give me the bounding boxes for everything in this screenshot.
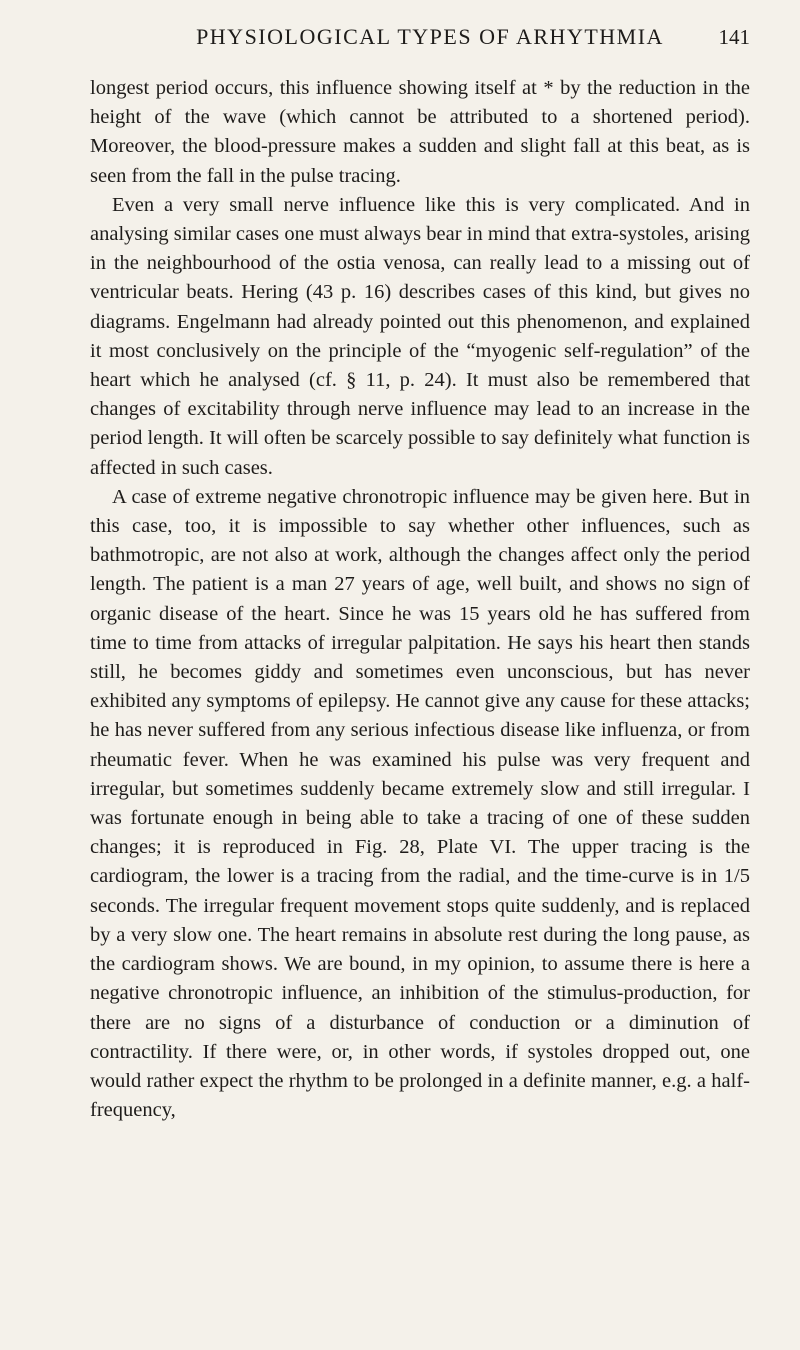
page-number: 141 bbox=[718, 25, 750, 49]
body-text bbox=[90, 74, 750, 1125]
running-head bbox=[90, 24, 750, 64]
running-title: PHYSIOLOGICAL TYPES OF ARHYTHMIA bbox=[196, 24, 664, 49]
paragraph-case-report: A case of extreme negative chronotropic influence may be given here. But in this case, too, it is impossible to say whether other influences, such as bathmotropic, are not also at work, although the changes affect only the period length. The patient is a man 27 years of age, well built, and shows no sign of organic disease of the heart. Since he was 15 years old he has suffered from time to time from attacks of irregular palpitation. He says his heart then stands still, he becomes giddy and sometimes even unconscious, but has never exhibited any symptoms of epilepsy. He cannot give any cause for these attacks; he has never suffered from any serious infectious disease like influenza, or from rheumatic fever. When he was examined his pulse was very frequent and irregular, but sometimes suddenly became extremely slow and still irregular. I was fortunate enough in being able to take a tracing of one of these sudden changes; it is reproduced in Fig. 28, Plate VI. The upper tracing is the cardiogram, the lower is a tracing from the radial, and the time-curve is in 1/5 seconds. The irregular frequent movement stops quite suddenly, and is replaced by a very slow one. The heart remains in absolute rest during the long pause, as the cardiogram shows. We are bound, in my opinion, to assume there is here a negative chronotropic influence, an inhibition of the stimulus-production, for there are no signs of a disturbance of conduction or a diminution of contractility. If there were, or, in other words, if systoles dropped out, one would rather expect the rhythm to be prolonged in a definite manner, e.g. a half-frequency, bbox=[90, 485, 750, 1122]
paragraph-nerve-influence: Even a very small nerve influence like this is very complicated. And in analysing similar cases one must always bear in mind that extra-systoles, arising in the neighbourhood of the ostia venosa, can really lead to a missing out of ventricular beats. Hering (43 p. 16) describes cases of this kind, but gives no diagrams. Engelmann had already pointed out this phenomenon, and explained it most conclusively on the principle of the “myogenic self-regulation” of the heart which he analysed (cf. § 11, p. 24). It must also be remembered that changes of excitability through nerve influence may lead to an increase in the period length. It will often be scarcely possible to say definitely what function is affected in such cases. bbox=[90, 193, 750, 479]
paragraph-continued: longest period occurs, this influence showing itself at * by the reduction in the height of the wave (which cannot be attributed to a shortened period). Moreover, the blood-pressure makes a sudden and slight fall at this beat, as is seen from the fall in the pulse tracing. bbox=[90, 77, 750, 187]
